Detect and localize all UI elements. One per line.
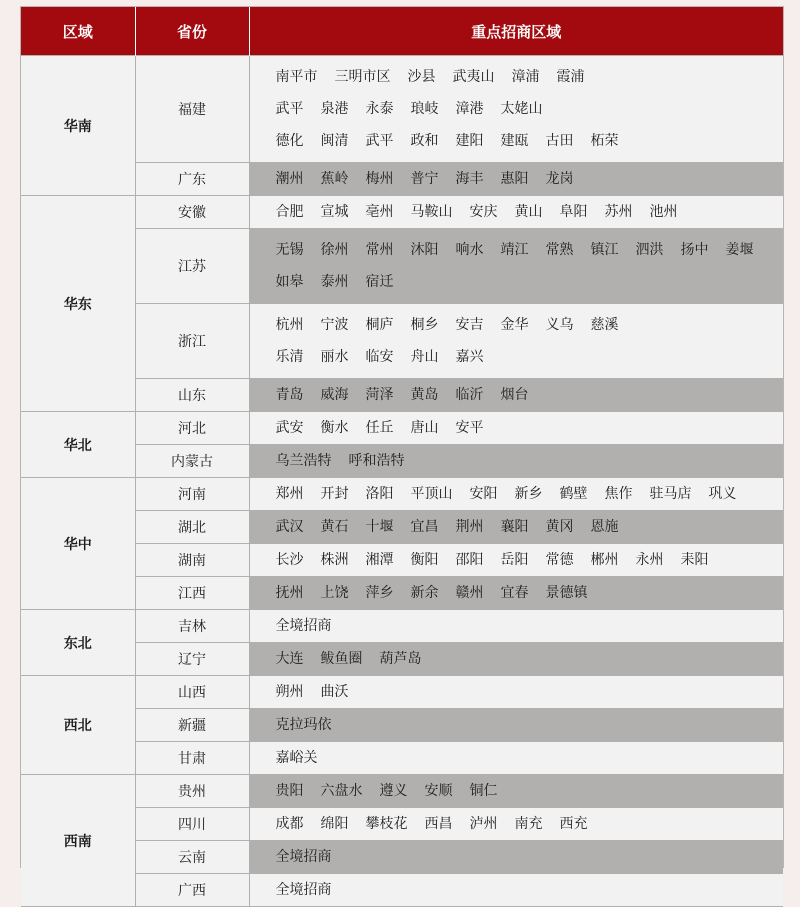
- city-name: 曲沃: [320, 684, 349, 700]
- investment-region-table-container: [20, 6, 784, 899]
- city-name: 衡水: [320, 420, 349, 436]
- table-row: [21, 709, 783, 742]
- province-cell: 江西: [135, 577, 249, 610]
- table-row: [21, 742, 783, 775]
- city-name: 龙岗: [545, 171, 574, 187]
- city-name: 武汉: [275, 519, 304, 535]
- province-cell: 福建: [135, 56, 249, 163]
- city-line: [276, 61, 780, 93]
- city-name: 漳浦: [511, 69, 540, 85]
- province-cell: 江苏: [135, 229, 249, 304]
- city-name: 安阳: [469, 486, 498, 502]
- city-name: 呼和浩特: [348, 453, 405, 469]
- city-name: 泸州: [469, 816, 498, 832]
- region-cell: 华中: [21, 478, 135, 610]
- city-name: 临安: [365, 349, 394, 365]
- city-name: 合肥: [275, 204, 304, 220]
- city-name: 慈溪: [590, 317, 619, 333]
- region-cell: 华南: [21, 56, 135, 196]
- city-name: 黄冈: [545, 519, 574, 535]
- city-name: 平顶山: [410, 486, 453, 502]
- city-name: 武夷山: [452, 69, 495, 85]
- city-name: 巩义: [708, 486, 737, 502]
- city-line: [276, 511, 780, 543]
- table-row: [21, 808, 783, 841]
- city-name: 古田: [545, 133, 574, 149]
- city-line: [276, 742, 780, 774]
- city-name: 宜春: [500, 585, 529, 601]
- city-name: 西充: [559, 816, 588, 832]
- province-cell: 湖北: [135, 511, 249, 544]
- city-name: 烟台: [500, 387, 529, 403]
- city-name: 贵阳: [275, 783, 304, 799]
- city-name: 无锡: [275, 242, 304, 258]
- city-name: 安吉: [455, 317, 484, 333]
- table-row: [21, 676, 783, 709]
- city-name: 武平: [275, 101, 304, 117]
- city-name: 乌兰浩特: [275, 453, 332, 469]
- city-name: 太姥山: [500, 101, 543, 117]
- region-cell: 西南: [21, 775, 135, 907]
- city-name: 安顺: [424, 783, 453, 799]
- city-name: 义乌: [545, 317, 574, 333]
- city-name: 任丘: [365, 420, 394, 436]
- city-name: 惠阳: [500, 171, 529, 187]
- key-cities-cell: [249, 544, 783, 577]
- city-name: 上饶: [320, 585, 349, 601]
- city-name: 响水: [455, 242, 484, 258]
- city-name: 焦作: [604, 486, 633, 502]
- city-name: 宣城: [320, 204, 349, 220]
- city-name: 建阳: [455, 133, 484, 149]
- city-name: 苏州: [604, 204, 633, 220]
- province-cell: 河北: [135, 412, 249, 445]
- city-name: 抚州: [275, 585, 304, 601]
- city-name: 武安: [275, 420, 304, 436]
- city-name: 湘潭: [365, 552, 394, 568]
- city-name: 宿迁: [365, 274, 394, 290]
- city-name: 泰州: [320, 274, 349, 290]
- city-name: 十堰: [365, 519, 394, 535]
- header-province: 省份: [135, 7, 249, 56]
- province-cell: 广西: [135, 874, 249, 907]
- city-name: 武平: [365, 133, 394, 149]
- key-cities-cell: [249, 742, 783, 775]
- city-name: 梅州: [365, 171, 394, 187]
- table-row: [21, 577, 783, 610]
- city-name: 岳阳: [500, 552, 529, 568]
- city-name: 德化: [275, 133, 304, 149]
- city-name: 新乡: [514, 486, 543, 502]
- header-key-cities: 重点招商区域: [249, 7, 783, 56]
- key-cities-cell: [249, 163, 783, 196]
- city-name: 安平: [455, 420, 484, 436]
- table-row: [21, 196, 783, 229]
- city-line: [276, 544, 780, 576]
- key-cities-cell: [249, 196, 783, 229]
- city-name: 柘荣: [590, 133, 619, 149]
- table-row: [21, 163, 783, 196]
- city-name: 赣州: [455, 585, 484, 601]
- city-name: 驻马店: [649, 486, 692, 502]
- city-name: 绵阳: [320, 816, 349, 832]
- city-name: 徐州: [320, 242, 349, 258]
- city-name: 株洲: [320, 552, 349, 568]
- city-line: [276, 775, 780, 807]
- city-name: 新余: [410, 585, 439, 601]
- city-name: 萍乡: [365, 585, 394, 601]
- table-row: [21, 304, 783, 379]
- city-line: [276, 266, 780, 298]
- city-name: 常德: [545, 552, 574, 568]
- table-body: [21, 56, 783, 907]
- province-cell: 贵州: [135, 775, 249, 808]
- city-name: 铜仁: [469, 783, 498, 799]
- city-line: [276, 309, 780, 341]
- city-line: [276, 874, 780, 906]
- city-name: 恩施: [590, 519, 619, 535]
- key-cities-cell: [249, 808, 783, 841]
- city-name: 政和: [410, 133, 439, 149]
- key-cities-cell: [249, 610, 783, 643]
- city-name: 泉港: [320, 101, 349, 117]
- key-cities-cell: [249, 445, 783, 478]
- table-row: [21, 511, 783, 544]
- province-cell: 云南: [135, 841, 249, 874]
- city-line: [276, 125, 780, 157]
- city-name: 长沙: [275, 552, 304, 568]
- city-line: [276, 341, 780, 373]
- city-name: 六盘水: [320, 783, 363, 799]
- city-name: 邵阳: [455, 552, 484, 568]
- province-cell: 浙江: [135, 304, 249, 379]
- city-name: 杭州: [275, 317, 304, 333]
- city-name: 临沂: [455, 387, 484, 403]
- city-name: 唐山: [410, 420, 439, 436]
- city-name: 常州: [365, 242, 394, 258]
- city-line: [276, 196, 780, 228]
- city-name: 黄山: [514, 204, 543, 220]
- region-cell: 华北: [21, 412, 135, 478]
- city-line: [276, 379, 780, 411]
- city-name: 南充: [514, 816, 543, 832]
- city-line: [276, 577, 780, 609]
- city-name: 闽清: [320, 133, 349, 149]
- city-line: [276, 808, 780, 840]
- key-cities-cell: [249, 874, 783, 907]
- province-cell: 安徽: [135, 196, 249, 229]
- city-name: 衡阳: [410, 552, 439, 568]
- city-name: 郴州: [590, 552, 619, 568]
- city-name: 洛阳: [365, 486, 394, 502]
- city-name: 桐庐: [365, 317, 394, 333]
- city-name: 琅岐: [410, 101, 439, 117]
- city-name: 嘉峪关: [275, 750, 318, 766]
- city-line: [276, 676, 780, 708]
- city-line: [276, 93, 780, 125]
- key-cities-cell: [249, 643, 783, 676]
- table-row: [21, 379, 783, 412]
- city-name: 耒阳: [680, 552, 709, 568]
- city-name: 宁波: [320, 317, 349, 333]
- city-line: [276, 709, 780, 741]
- city-name: 阜阳: [559, 204, 588, 220]
- city-name: 普宁: [410, 171, 439, 187]
- province-cell: 山西: [135, 676, 249, 709]
- table-row: [21, 412, 783, 445]
- city-name: 漳港: [455, 101, 484, 117]
- key-cities-cell: [249, 229, 783, 304]
- city-name: 桐乡: [410, 317, 439, 333]
- table-row: [21, 841, 783, 874]
- table-row: [21, 610, 783, 643]
- city-name: 霞浦: [556, 69, 585, 85]
- table-row: [21, 775, 783, 808]
- city-name: 青岛: [275, 387, 304, 403]
- city-name: 沙县: [407, 69, 436, 85]
- city-name: 三明市区: [334, 69, 391, 85]
- city-line: [276, 478, 780, 510]
- city-name: 马鞍山: [410, 204, 453, 220]
- city-name: 靖江: [500, 242, 529, 258]
- city-name: 沐阳: [410, 242, 439, 258]
- city-name: 遵义: [379, 783, 408, 799]
- city-name: 攀枝花: [365, 816, 408, 832]
- city-name: 永州: [635, 552, 664, 568]
- city-name: 乐清: [275, 349, 304, 365]
- city-name: 海丰: [455, 171, 484, 187]
- city-name: 全境招商: [275, 849, 332, 865]
- city-name: 建瓯: [500, 133, 529, 149]
- city-name: 黄石: [320, 519, 349, 535]
- table-row: [21, 874, 783, 907]
- city-name: 姜堰: [725, 242, 754, 258]
- key-cities-cell: [249, 379, 783, 412]
- city-name: 荆州: [455, 519, 484, 535]
- city-name: 威海: [320, 387, 349, 403]
- table-row: [21, 643, 783, 676]
- city-name: 成都: [275, 816, 304, 832]
- city-line: [276, 412, 780, 444]
- city-name: 丽水: [320, 349, 349, 365]
- city-name: 亳州: [365, 204, 394, 220]
- table-row: [21, 478, 783, 511]
- city-name: 蕉岭: [320, 171, 349, 187]
- province-cell: 广东: [135, 163, 249, 196]
- city-name: 菏泽: [365, 387, 394, 403]
- city-name: 开封: [320, 486, 349, 502]
- province-cell: 辽宁: [135, 643, 249, 676]
- province-cell: 甘肃: [135, 742, 249, 775]
- investment-region-table: [21, 7, 783, 907]
- city-name: 襄阳: [500, 519, 529, 535]
- city-line: [276, 610, 780, 642]
- table-row: [21, 229, 783, 304]
- city-name: 常熟: [545, 242, 574, 258]
- region-cell: 西北: [21, 676, 135, 775]
- key-cities-cell: [249, 841, 783, 874]
- province-cell: 湖南: [135, 544, 249, 577]
- city-line: [276, 445, 780, 477]
- city-name: 金华: [500, 317, 529, 333]
- city-name: 泗洪: [635, 242, 664, 258]
- city-name: 嘉兴: [455, 349, 484, 365]
- province-cell: 四川: [135, 808, 249, 841]
- city-name: 永泰: [365, 101, 394, 117]
- province-cell: 新疆: [135, 709, 249, 742]
- province-cell: 山东: [135, 379, 249, 412]
- city-name: 鲅鱼圈: [320, 651, 363, 667]
- city-name: 克拉玛依: [275, 717, 332, 733]
- province-cell: 吉林: [135, 610, 249, 643]
- city-name: 宜昌: [410, 519, 439, 535]
- city-name: 景德镇: [545, 585, 588, 601]
- region-cell: 东北: [21, 610, 135, 676]
- table-row: [21, 56, 783, 163]
- city-name: 南平市: [275, 69, 318, 85]
- city-name: 葫芦岛: [379, 651, 422, 667]
- key-cities-cell: [249, 412, 783, 445]
- header-region: 区域: [21, 7, 135, 56]
- city-line: [276, 163, 780, 195]
- city-name: 舟山: [410, 349, 439, 365]
- city-name: 朔州: [275, 684, 304, 700]
- city-name: 潮州: [275, 171, 304, 187]
- city-name: 全境招商: [275, 882, 332, 898]
- city-line: [276, 841, 780, 873]
- city-name: 如皋: [275, 274, 304, 290]
- city-line: [276, 234, 780, 266]
- region-cell: 华东: [21, 196, 135, 412]
- table-row: [21, 544, 783, 577]
- city-name: 安庆: [469, 204, 498, 220]
- city-name: 大连: [275, 651, 304, 667]
- province-cell: 河南: [135, 478, 249, 511]
- city-name: 黄岛: [410, 387, 439, 403]
- province-cell: 内蒙古: [135, 445, 249, 478]
- key-cities-cell: [249, 56, 783, 163]
- key-cities-cell: [249, 709, 783, 742]
- key-cities-cell: [249, 676, 783, 709]
- city-name: 鹤壁: [559, 486, 588, 502]
- city-name: 池州: [649, 204, 678, 220]
- key-cities-cell: [249, 577, 783, 610]
- city-name: 全境招商: [275, 618, 332, 634]
- city-name: 西昌: [424, 816, 453, 832]
- key-cities-cell: [249, 478, 783, 511]
- table-row: [21, 445, 783, 478]
- table-header-row: [21, 7, 783, 56]
- city-line: [276, 643, 780, 675]
- city-name: 郑州: [275, 486, 304, 502]
- key-cities-cell: [249, 511, 783, 544]
- city-name: 扬中: [680, 242, 709, 258]
- city-name: 镇江: [590, 242, 619, 258]
- key-cities-cell: [249, 304, 783, 379]
- key-cities-cell: [249, 775, 783, 808]
